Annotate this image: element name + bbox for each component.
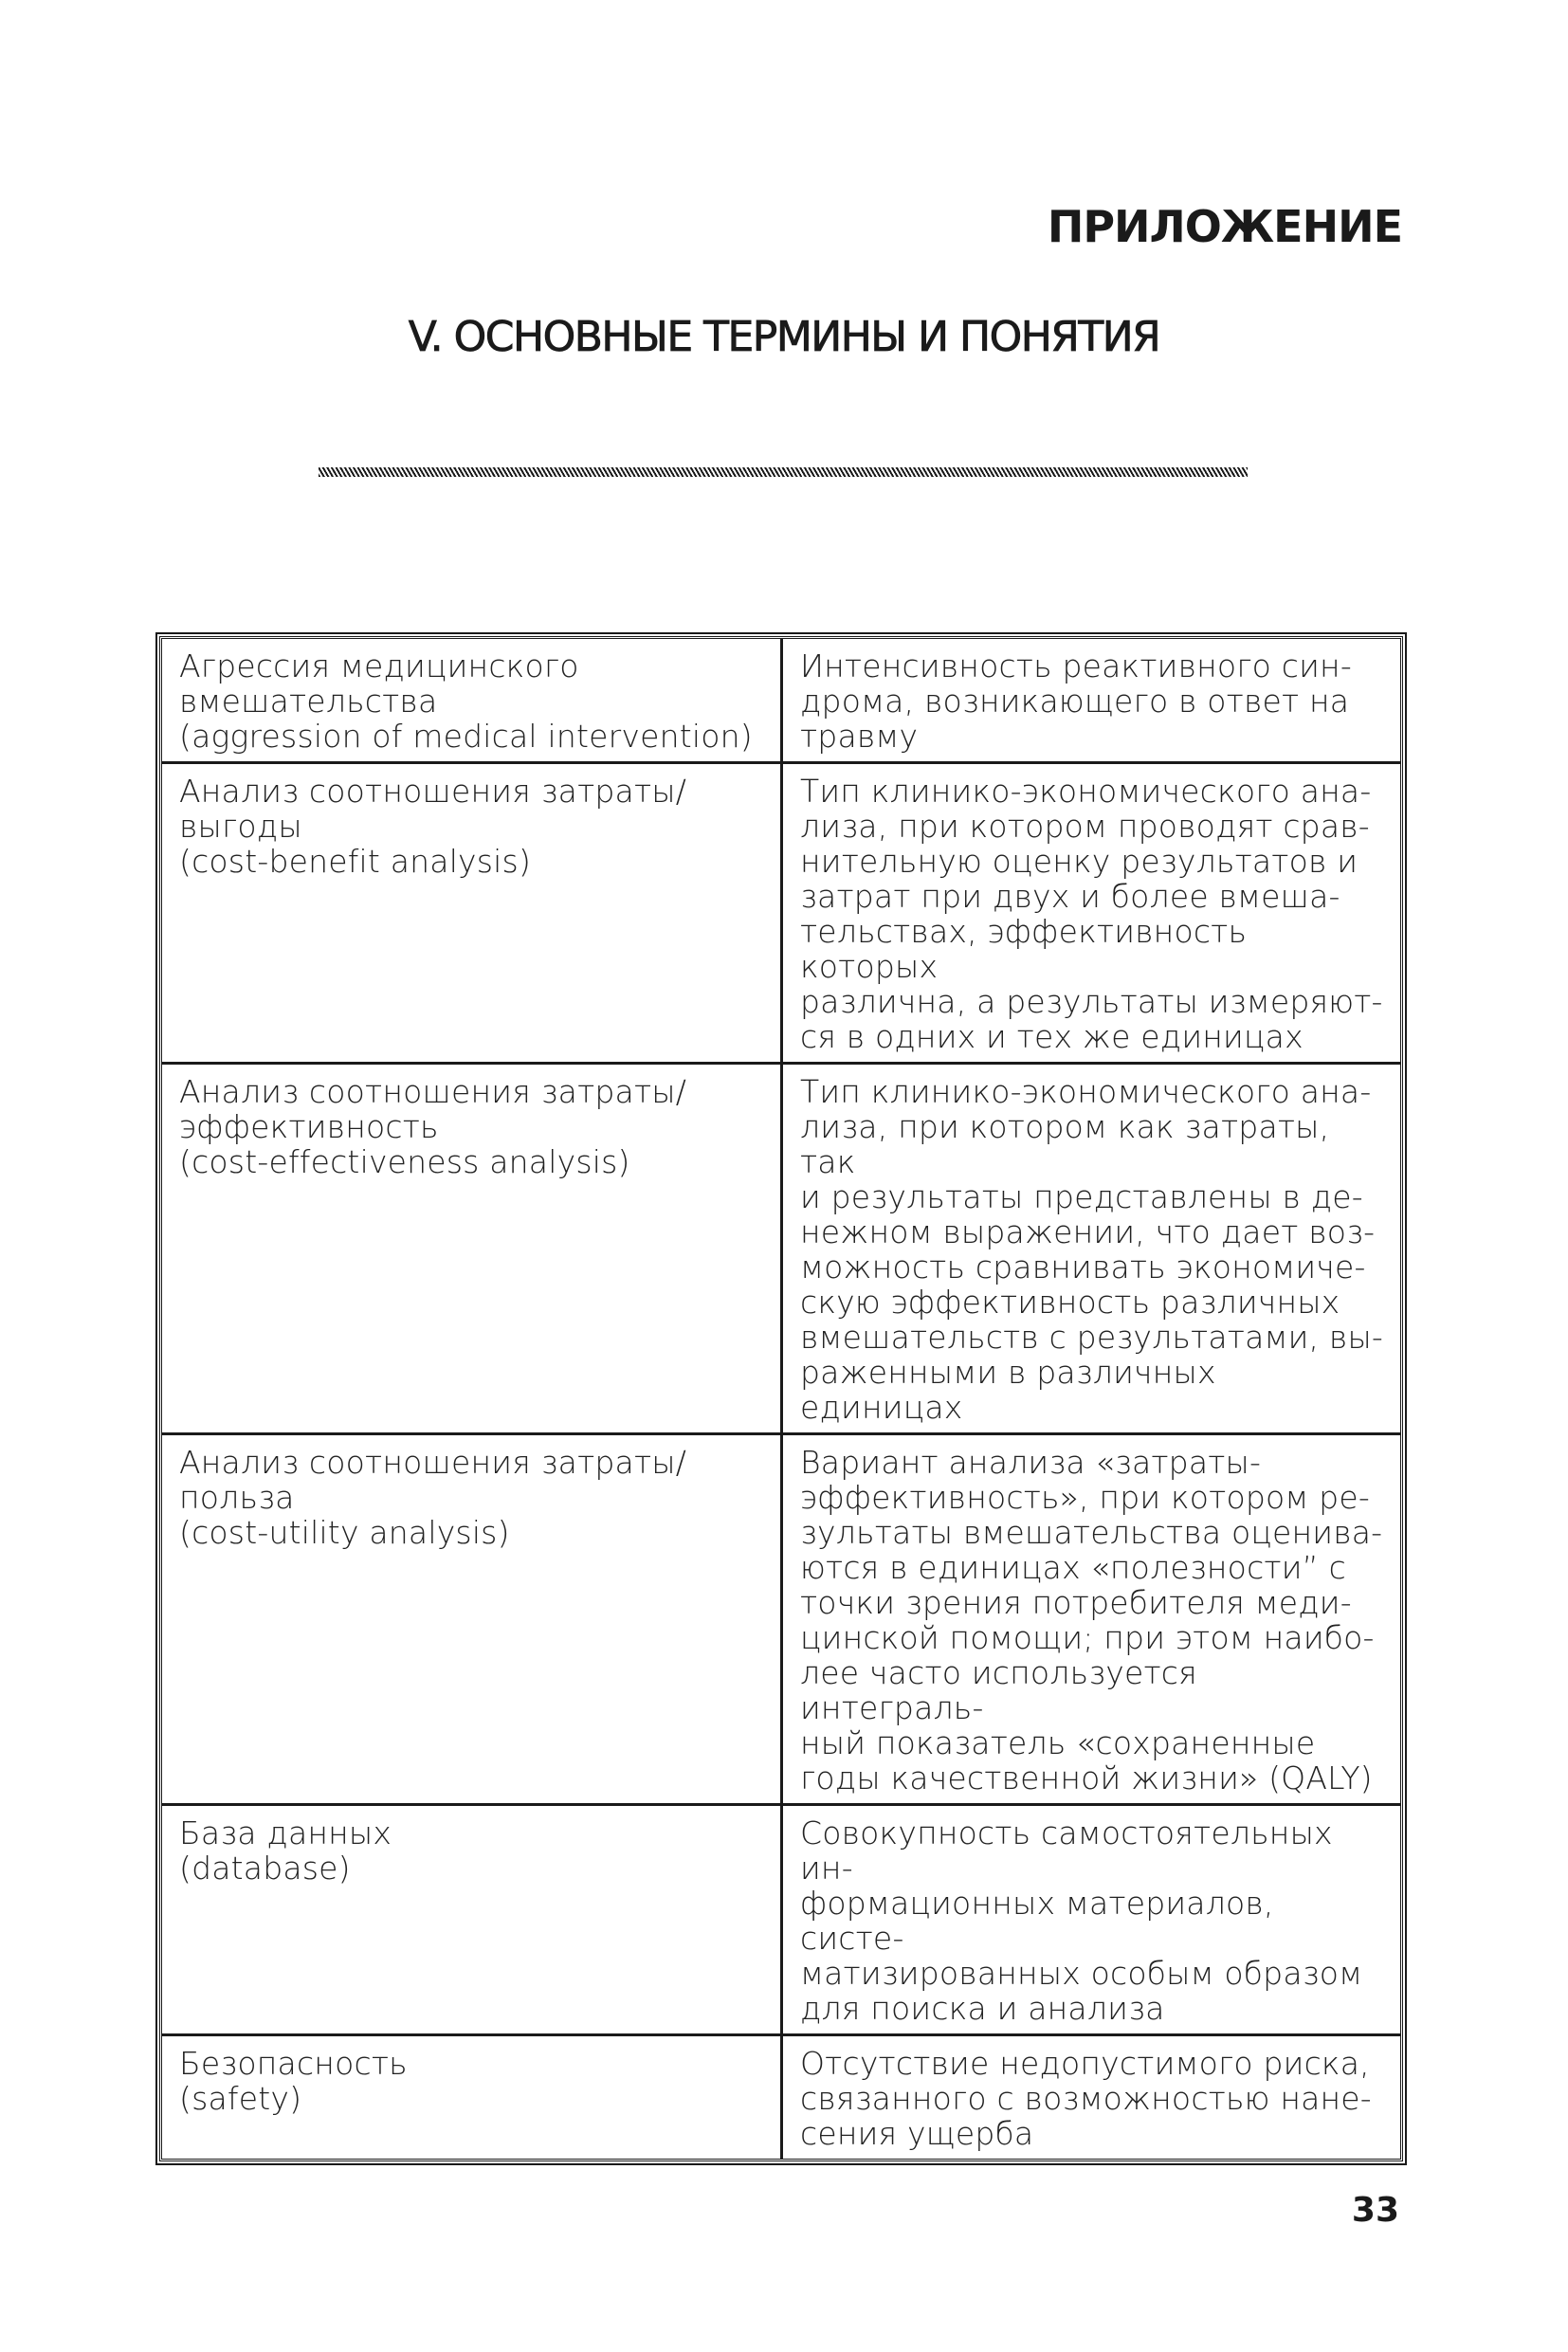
page-number: 33: [1351, 2191, 1399, 2230]
table-row: [162, 2036, 1400, 2159]
section-title: V. ОСНОВНЫЕ ТЕРМИНЫ И ПОНЯТИЯ: [408, 313, 1160, 361]
definition-cell: Тип клинико-экономического ана- лиза, при котором проводят срав- нительную оценку результатов и затрат при двух и более вмеша- тельствах, эффективность которых различна, а результаты измеряют- ся в одних и тех же единицах: [783, 764, 1400, 1065]
table-row: [162, 1435, 1400, 1806]
term-cell: Анализ соотношения затраты/ эффективность (cost-effectiveness analysis): [162, 1065, 783, 1435]
definition-cell: Вариант анализа «затраты- эффективность», при котором ре- зультаты вмешательства оценива- ются в единицах «полезности” с точки зрения потребителя меди- цинской помощи; при этом наибо- лее часто используется интеграль- ный показатель «сохраненные годы качественной жизни» (QALY): [783, 1435, 1400, 1806]
definition-cell: Отсутствие недопустимого риска, связанного с возможностью нане- сения ущерба: [800, 2045, 1372, 2152]
definition-cell: Интенсивность реактивного син- дрома, возникающего в ответ на травму: [783, 639, 1400, 764]
term-cell: Безопасность (safety): [162, 2036, 783, 2159]
table-row: [162, 1806, 1400, 2036]
terms-table: [159, 636, 1403, 2161]
term-cell: Анализ соотношения затраты/ польза (cost-utility analysis): [162, 1435, 783, 1806]
term-cell: База данных (database): [162, 1806, 783, 2036]
term-cell: Агрессия медицинского вмешательства (aggression of medical intervention): [162, 639, 783, 764]
definition-cell: Тип клинико-экономического ана- лиза, при котором как затраты, так и результаты представлены в де- нежном выражении, что дает воз- можность сравнивать экономиче- скую эффективность различных вмешательств с результатами, вы- раженными в различных единицах: [783, 1065, 1400, 1435]
table-row: [162, 639, 1400, 764]
term-cell: Анализ соотношения затраты/ выгоды (cost-benefit analysis): [162, 764, 783, 1065]
definition-cell: Совокупность самостоятельных ин- формационных материалов, систе- матизированных особым образом для поиска и анализа: [783, 1806, 1400, 2036]
table-row: [162, 764, 1400, 1065]
decorative-hatched-rule: [319, 467, 1248, 477]
appendix-title: ПРИЛОЖЕНИЕ: [1047, 201, 1402, 252]
table-row: [162, 1065, 1400, 1435]
